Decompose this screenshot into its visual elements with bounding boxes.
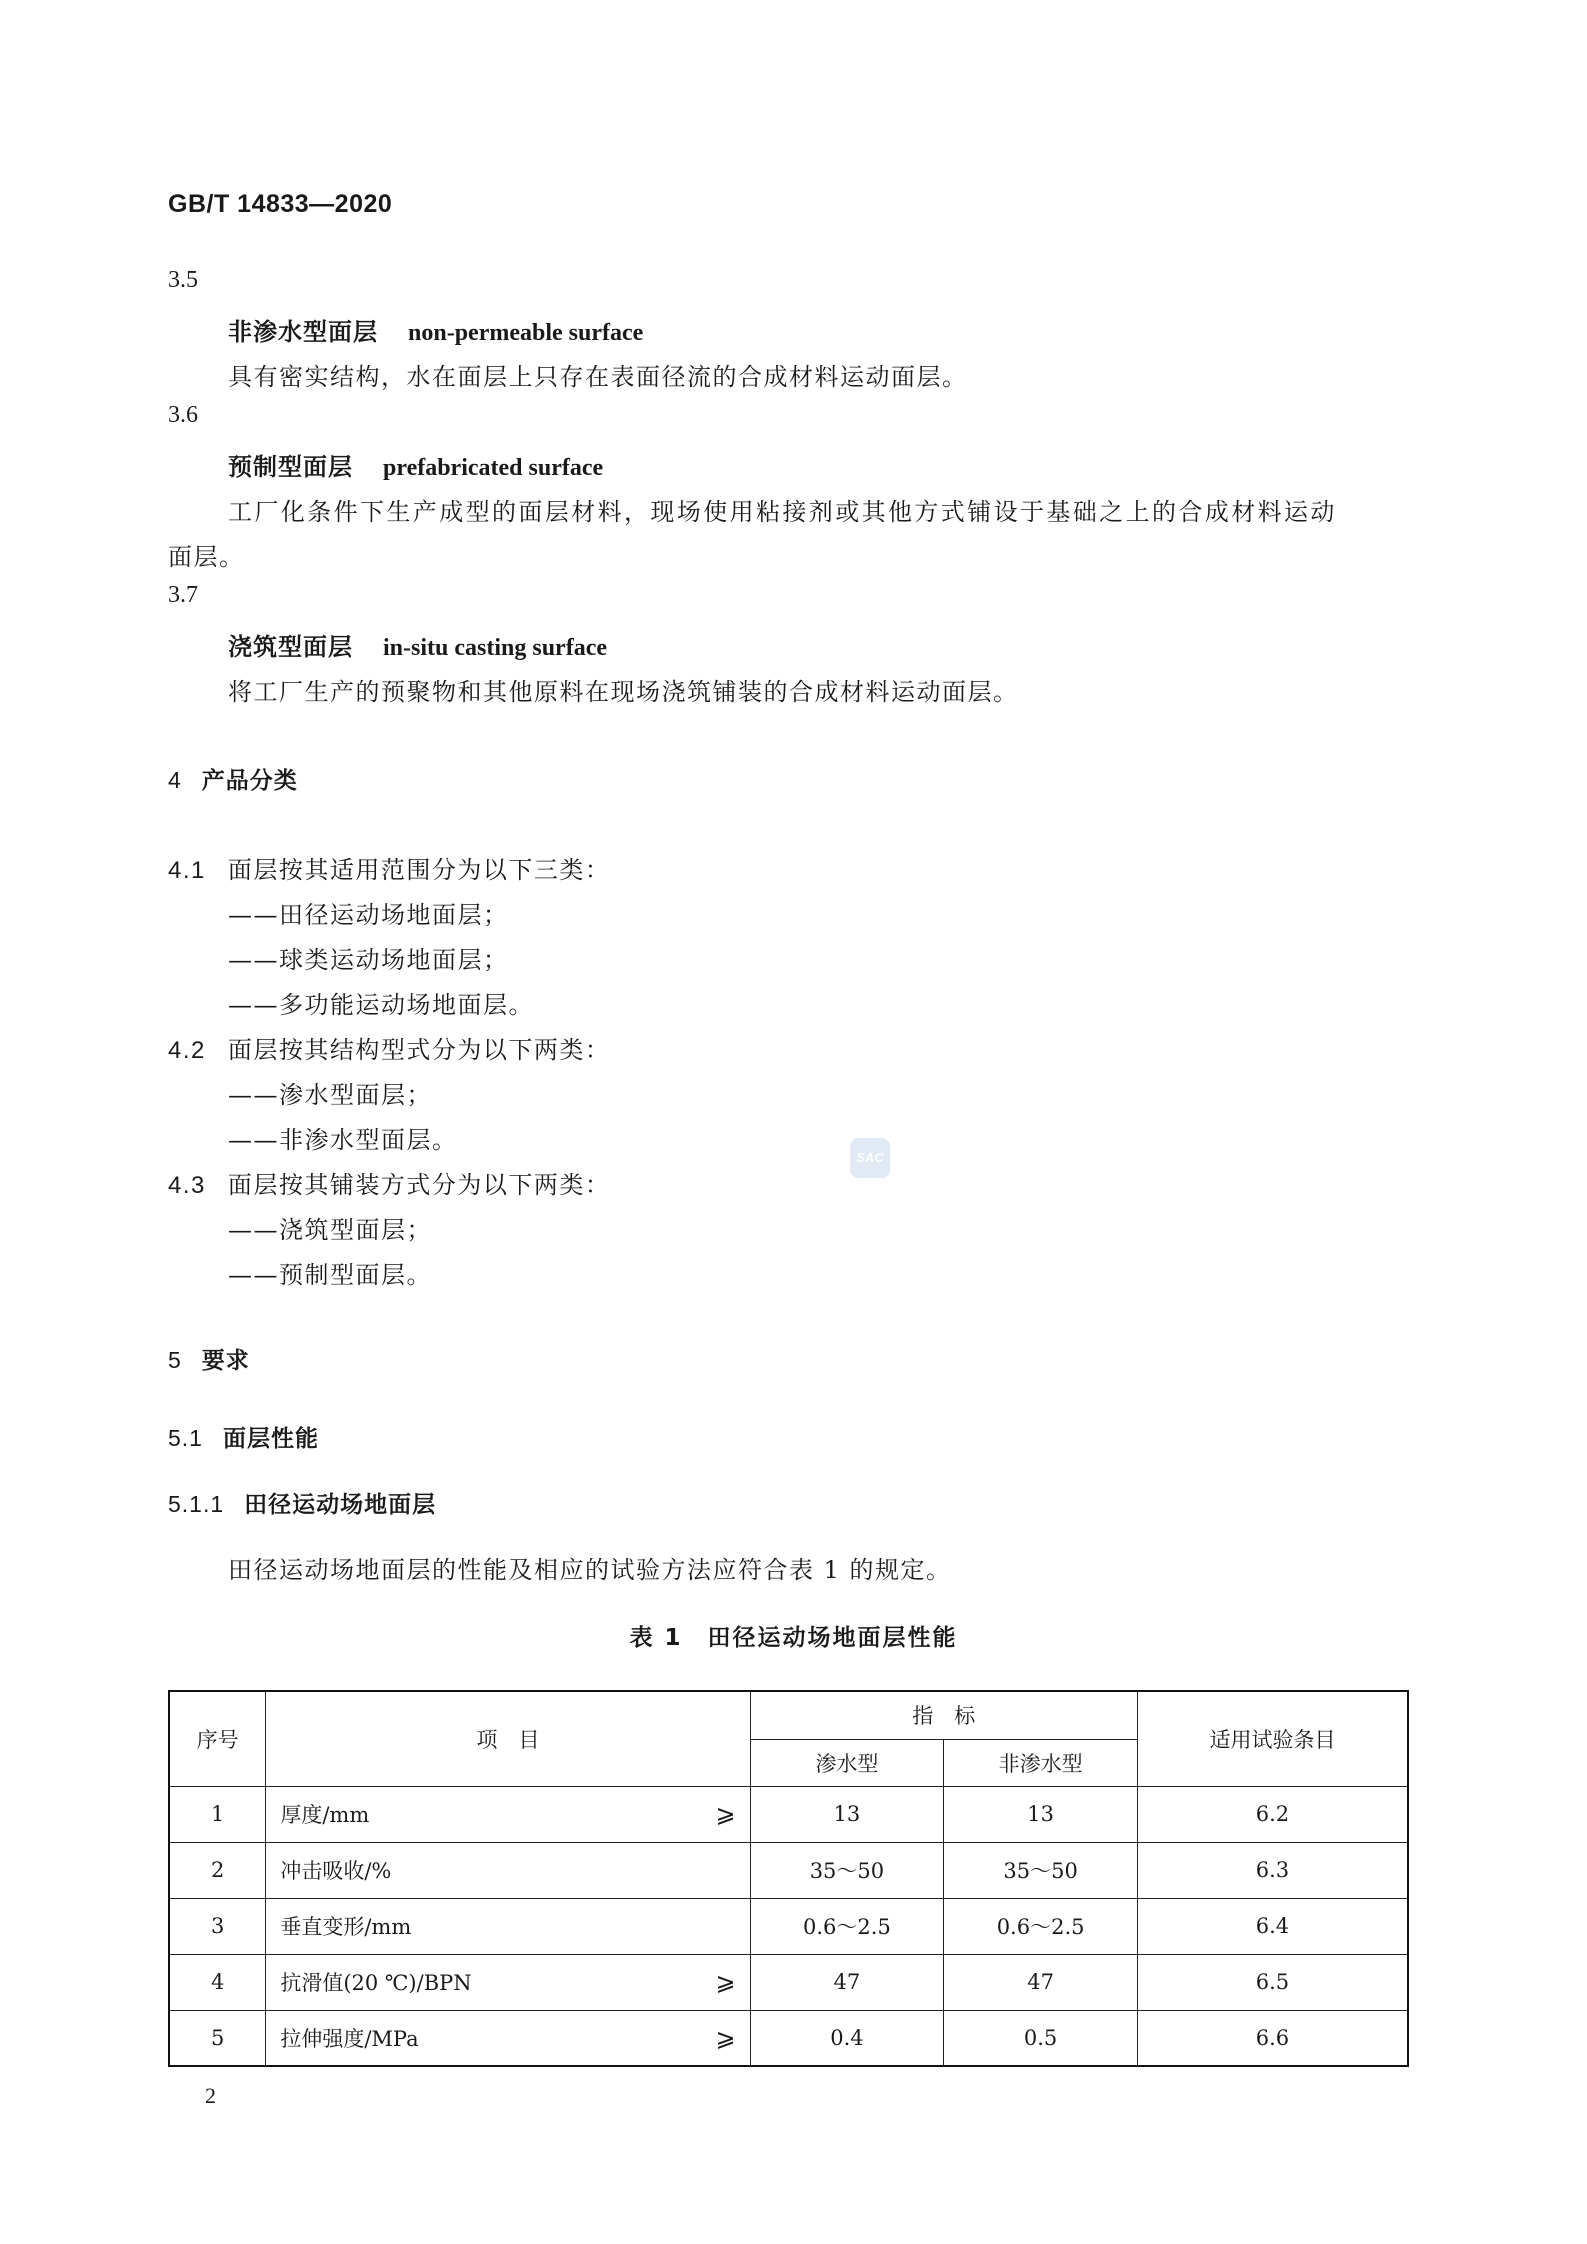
table-caption: 表 1 田径运动场地面层性能 <box>629 1625 958 1651</box>
section-title: 田径运动场地面层 <box>244 1492 437 1518</box>
header-permeable: 渗水型 <box>750 1739 944 1786</box>
cell-seq: 3 <box>169 1898 266 1954</box>
table-row <box>169 1954 1408 2010</box>
item-label: 垂直变形/mm <box>280 1915 412 1939</box>
cell-seq: 2 <box>169 1842 266 1898</box>
cell-permeable: 0.4 <box>750 2010 944 2066</box>
term-en: prefabricated surface <box>383 455 604 481</box>
section-5-heading <box>168 1342 250 1375</box>
list-item: ——预制型面层。 <box>228 1261 432 1289</box>
term-en: non-permeable surface <box>408 320 644 346</box>
list-item: ——多功能运动场地面层。 <box>228 991 534 1019</box>
cell-seq: 5 <box>169 2010 266 2066</box>
cell-test-clause: 6.2 <box>1137 1786 1408 1842</box>
cell-test-clause: 6.3 <box>1137 1842 1408 1898</box>
header-seq: 序号 <box>169 1691 266 1786</box>
clause-text: 面层按其适用范围分为以下三类： <box>227 856 611 884</box>
cell-permeable: 13 <box>750 1786 944 1842</box>
term-zh: 浇筑型面层 <box>228 632 353 661</box>
section-number: 4 <box>168 767 182 793</box>
comparison-symbol: ⩾ <box>715 1968 736 1996</box>
table-intro-text: 田径运动场地面层的性能及相应的试验方法应符合表 1 的规定。 <box>228 1556 952 1584</box>
clause-4-2 <box>168 1030 610 1065</box>
performance-table <box>168 1690 1409 2067</box>
cell-test-clause: 6.5 <box>1137 1954 1408 2010</box>
cell-non-permeable: 47 <box>944 1954 1138 2010</box>
definition-3-5: 具有密实结构，水在面层上只存在表面径流的合成材料运动面层。 <box>228 363 968 391</box>
clause-number-3-5: 3.5 <box>168 267 198 293</box>
clause-4-3 <box>168 1165 610 1200</box>
cell-non-permeable: 35～50 <box>944 1842 1138 1898</box>
table-row <box>169 1842 1408 1898</box>
cell-non-permeable: 0.6～2.5 <box>944 1898 1138 1954</box>
item-label: 冲击吸收/% <box>280 1859 392 1883</box>
comparison-symbol: ⩾ <box>715 2023 736 2052</box>
term-3-5 <box>228 312 643 347</box>
clause-text: 面层按其铺装方式分为以下两类： <box>227 1171 611 1199</box>
list-item: ——渗水型面层； <box>228 1081 432 1109</box>
clause-number: 4.1 <box>168 857 206 884</box>
clause-number: 4.3 <box>168 1172 206 1199</box>
header-index: 指 标 <box>750 1691 1137 1739</box>
definition-3-7: 将工厂生产的预聚物和其他原料在现场浇筑铺装的合成材料运动面层。 <box>228 678 1019 706</box>
subsection-5-1-1-heading <box>168 1486 436 1519</box>
clause-text: 面层按其结构型式分为以下两类： <box>227 1036 611 1064</box>
item-label: 拉伸强度/MPa <box>280 2026 419 2051</box>
term-zh: 预制型面层 <box>228 452 353 481</box>
term-3-6 <box>228 447 603 482</box>
sac-watermark-logo: SAC <box>850 1138 890 1178</box>
item-label: 抗滑值(20 ℃)/BPN <box>280 1971 472 1995</box>
list-item: ——球类运动场地面层； <box>228 946 509 974</box>
header-item: 项 目 <box>266 1691 750 1786</box>
cell-seq: 4 <box>169 1954 266 2010</box>
standard-code: GB/T 14833—2020 <box>168 190 393 218</box>
clause-number: 4.2 <box>168 1037 206 1064</box>
term-zh: 非渗水型面层 <box>228 317 378 346</box>
list-item: ——田径运动场地面层； <box>228 901 509 929</box>
section-number: 5.1.1 <box>168 1491 225 1517</box>
cell-item <box>266 1786 750 1842</box>
clause-4-1 <box>168 850 610 885</box>
term-en: in-situ casting surface <box>383 635 607 661</box>
clause-number-3-6: 3.6 <box>168 402 198 428</box>
cell-item <box>266 2010 750 2066</box>
cell-non-permeable: 0.5 <box>944 2010 1138 2066</box>
section-4-heading <box>168 762 298 795</box>
cell-permeable: 0.6～2.5 <box>750 1898 944 1954</box>
definition-3-6-line2: 面层。 <box>168 543 245 571</box>
section-number: 5 <box>168 1347 182 1373</box>
subsection-5-1-heading <box>168 1420 319 1453</box>
section-number: 5.1 <box>168 1425 203 1451</box>
comparison-symbol: ⩾ <box>715 1800 736 1828</box>
section-title: 面层性能 <box>222 1426 319 1452</box>
header-test-clause: 适用试验条目 <box>1137 1691 1408 1786</box>
cell-test-clause: 6.4 <box>1137 1898 1408 1954</box>
cell-permeable: 47 <box>750 1954 944 2010</box>
clause-number-3-7: 3.7 <box>168 582 198 608</box>
item-label: 厚度/mm <box>280 1803 370 1827</box>
cell-seq: 1 <box>169 1786 266 1842</box>
list-item: ——浇筑型面层； <box>228 1216 432 1244</box>
page-number: 2 <box>205 2083 216 2108</box>
definition-3-6-line1: 工厂化条件下生产成型的面层材料，现场使用粘接剂或其他方式铺设于基础之上的合成材料运动 <box>228 498 1337 526</box>
cell-item <box>266 1954 750 2010</box>
cell-item <box>266 1898 750 1954</box>
table-row <box>169 2010 1408 2066</box>
header-non-permeable: 非渗水型 <box>944 1739 1138 1786</box>
cell-test-clause: 6.6 <box>1137 2010 1408 2066</box>
list-item: ——非渗水型面层。 <box>228 1126 458 1154</box>
cell-permeable: 35～50 <box>750 1842 944 1898</box>
table-row <box>169 1898 1408 1954</box>
term-3-7 <box>228 627 607 662</box>
cell-non-permeable: 13 <box>944 1786 1138 1842</box>
section-title: 要求 <box>201 1348 250 1374</box>
cell-item <box>266 1842 750 1898</box>
section-title: 产品分类 <box>201 768 298 794</box>
table-row <box>169 1786 1408 1842</box>
